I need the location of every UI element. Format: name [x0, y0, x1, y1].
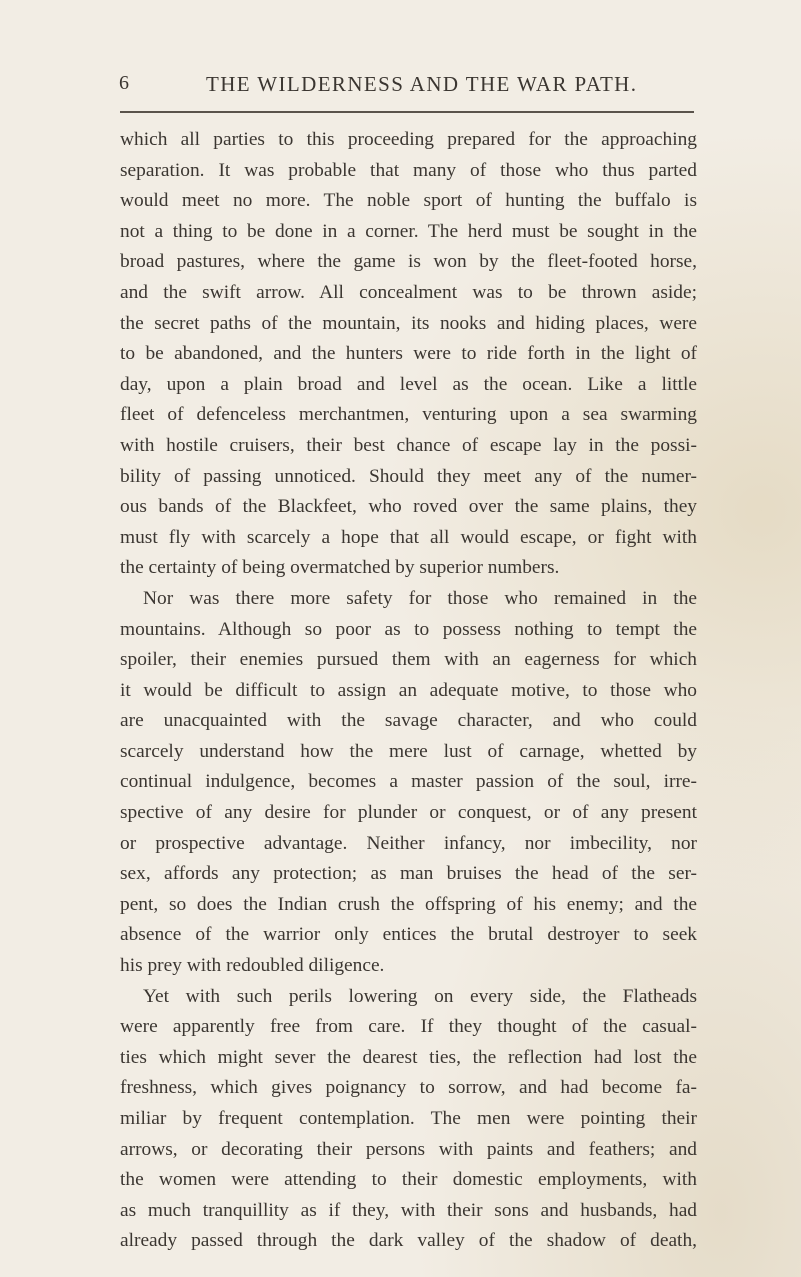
- text-line: scarcely understand how the mere lust of carnage, whetted by: [120, 740, 697, 762]
- text-line: as much tranquillity as if they, with their sons and husbands, had: [120, 1199, 697, 1221]
- text-line: spective of any desire for plunder or conquest, or of any present: [120, 802, 697, 824]
- text-line: with hostile cruisers, their best chance of escape lay in the possi-: [120, 434, 697, 456]
- text-line: Yet with such perils lowering on every side, the Flatheads: [143, 985, 697, 1007]
- text-line: fleet of defenceless merchantmen, venturing upon a sea swarming: [120, 404, 697, 426]
- text-line: would meet no more. The noble sport of hunting the buffalo is: [120, 190, 697, 212]
- body-text: [120, 125, 697, 1257]
- text-line: mountains. Although so poor as to possess nothing to tempt the: [120, 618, 697, 640]
- text-line: the secret paths of the mountain, its nooks and hiding places, were: [120, 312, 697, 334]
- text-line: sex, affords any protection; as man bruises the head of the ser-: [120, 863, 697, 885]
- text-line: or prospective advantage. Neither infancy, nor imbecility, nor: [120, 832, 697, 854]
- header-rule: [120, 111, 694, 113]
- text-line: absence of the warrior only entices the brutal destroyer to seek: [120, 924, 697, 946]
- text-line: arrows, or decorating their persons with paints and feathers; and: [120, 1138, 697, 1160]
- text-line: and the swift arrow. All concealment was to be thrown aside;: [120, 281, 697, 303]
- text-line: ties which might sever the dearest ties, the reflection had lost the: [120, 1046, 697, 1068]
- page-number: 6: [119, 72, 130, 94]
- text-line: the women were attending to their domestic employments, with: [120, 1169, 697, 1191]
- text-line: spoiler, their enemies pursued them with an eagerness for which: [120, 649, 697, 671]
- text-line: were apparently free from care. If they thought of the casual-: [120, 1016, 697, 1038]
- text-line: to be abandoned, and the hunters were to ride forth in the light of: [120, 343, 697, 365]
- text-line: freshness, which gives poignancy to sorrow, and had become fa-: [120, 1077, 697, 1099]
- page-header: [0, 72, 801, 104]
- text-line: ous bands of the Blackfeet, who roved over the same plains, they: [120, 496, 697, 518]
- text-line: pent, so does the Indian crush the offspring of his enemy; and the: [120, 893, 697, 915]
- text-line: day, upon a plain broad and level as the ocean. Like a little: [120, 373, 697, 395]
- text-line: his prey with redoubled diligence.: [120, 955, 385, 977]
- text-line: broad pastures, where the game is won by the fleet-footed horse,: [120, 251, 697, 273]
- running-head: THE WILDERNESS AND THE WAR PATH.: [206, 72, 638, 96]
- text-line: continual indulgence, becomes a master passion of the soul, irre-: [120, 771, 697, 793]
- text-line: which all parties to this proceeding prepared for the approaching: [120, 129, 697, 150]
- text-line: the certainty of being overmatched by superior numbers.: [120, 557, 560, 579]
- text-line: separation. It was probable that many of those who thus parted: [120, 159, 697, 181]
- text-line: are unacquainted with the savage character, and who could: [120, 710, 697, 732]
- text-line: it would be difficult to assign an adequate motive, to those who: [120, 679, 697, 701]
- text-line: Nor was there more safety for those who remained in the: [143, 587, 697, 609]
- text-line: miliar by frequent contemplation. The men were pointing their: [120, 1108, 697, 1129]
- text-line: must fly with scarcely a hope that all would escape, or fight with: [120, 526, 697, 548]
- text-line: bility of passing unnoticed. Should they meet any of the numer-: [120, 465, 697, 487]
- text-line: already passed through the dark valley of the shadow of death,: [120, 1230, 697, 1252]
- text-line: not a thing to be done in a corner. The herd must be sought in the: [120, 220, 697, 242]
